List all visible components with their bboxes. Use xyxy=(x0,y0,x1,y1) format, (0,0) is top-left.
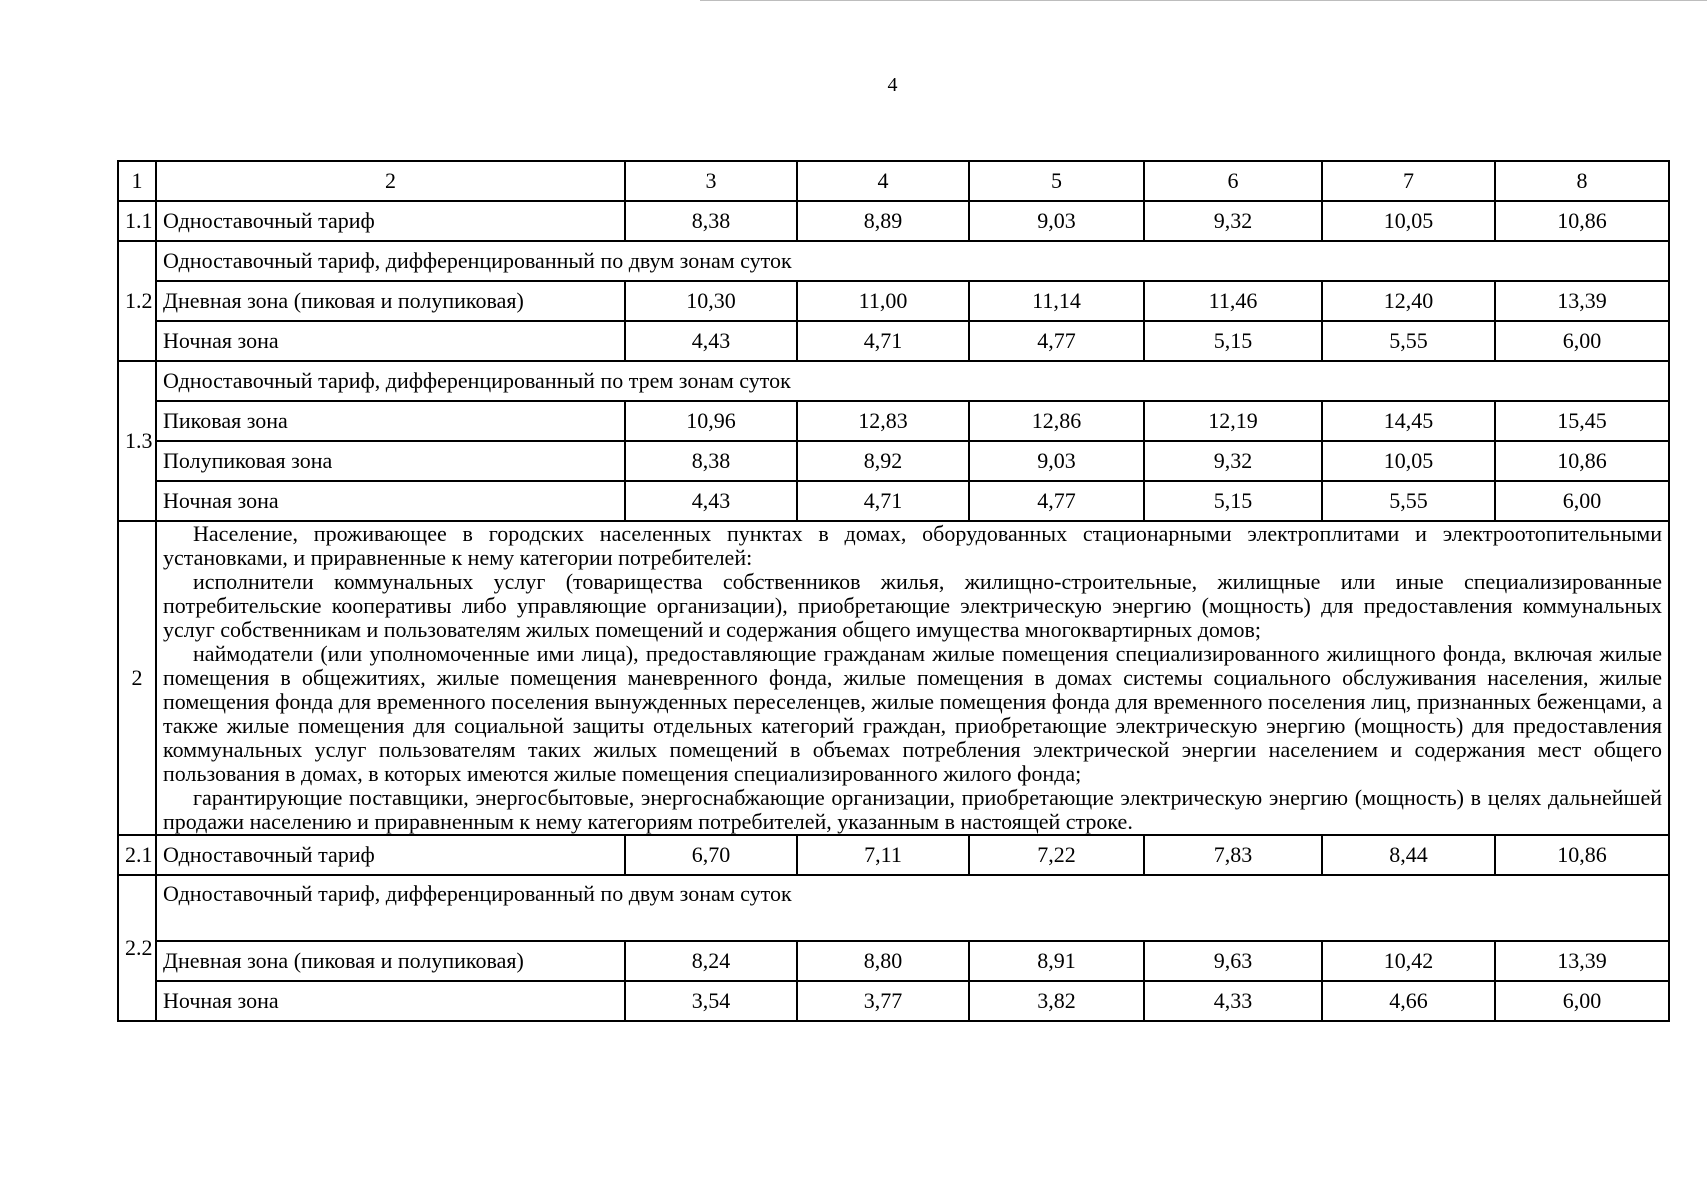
tariff-value: 6,70 xyxy=(625,835,797,875)
tariff-value: 8,38 xyxy=(625,441,797,481)
table-row xyxy=(118,941,1669,981)
tariff-name: Пиковая зона xyxy=(156,401,625,441)
table-row xyxy=(118,521,1669,835)
header-cell: 2 xyxy=(156,161,625,201)
section-title: Одноставочный тариф, дифференцированный по трем зонам суток xyxy=(156,361,1669,401)
section-title: Одноставочный тариф, дифференцированный по двум зонам суток xyxy=(156,875,1669,941)
table-row xyxy=(118,875,1669,941)
tariff-value: 10,86 xyxy=(1495,835,1669,875)
table-row xyxy=(118,281,1669,321)
tariff-value: 10,86 xyxy=(1495,201,1669,241)
tariff-value: 4,71 xyxy=(797,481,969,521)
row-number: 2.1 xyxy=(118,835,156,875)
tariff-value: 15,45 xyxy=(1495,401,1669,441)
tariff-value: 12,19 xyxy=(1144,401,1322,441)
tariff-table xyxy=(117,160,1670,1022)
tariff-value: 8,44 xyxy=(1322,835,1495,875)
header-row xyxy=(118,161,1669,201)
table-row xyxy=(118,835,1669,875)
tariff-name: Одноставочный тариф xyxy=(156,201,625,241)
tariff-value: 13,39 xyxy=(1495,941,1669,981)
category-description xyxy=(156,521,1669,835)
tariff-name: Ночная зона xyxy=(156,321,625,361)
tariff-value: 10,05 xyxy=(1322,441,1495,481)
tariff-value: 8,80 xyxy=(797,941,969,981)
description-paragraph: наймодатели (или уполномоченные ими лица), предоставляющие гражданам жилые помещения специализированного жилищного фонда, включая жилые помещения в общежитиях, жилые помещения маневренного фонда, жилые помещения в домах системы социального обслуживания населения, жилые помещения фонда для временного поселения вынужденных переселенцев, жилые помещения фонда для временного поселения лиц, признанных беженцами, а также жилые помещения для социальной защиты отдельных категорий граждан, приобретающие электрическую энергию (мощность) для предоставления коммунальных услуг пользователям таких жилых помещений в объемах потребления электрической энергии населением и содержания мест общего пользования в домах, в которых имеются жилые помещения специализированного жилого фонда; xyxy=(163,641,1662,786)
row-number: 2.2 xyxy=(118,875,156,1021)
table-row xyxy=(118,981,1669,1021)
tariff-name: Ночная зона xyxy=(156,481,625,521)
header-cell: 8 xyxy=(1495,161,1669,201)
tariff-value: 12,83 xyxy=(797,401,969,441)
header-cell: 4 xyxy=(797,161,969,201)
description-paragraph: Население, проживающее в городских населенных пунктах в домах, оборудованных стационарными электроплитами и электроотопительными установками, и приравненные к нему категории потребителей: xyxy=(163,521,1662,570)
header-cell: 6 xyxy=(1144,161,1322,201)
tariff-value: 10,96 xyxy=(625,401,797,441)
tariff-value: 8,24 xyxy=(625,941,797,981)
tariff-value: 8,38 xyxy=(625,201,797,241)
header-cell: 5 xyxy=(969,161,1144,201)
table-row xyxy=(118,241,1669,281)
tariff-value: 12,86 xyxy=(969,401,1144,441)
tariff-value: 11,00 xyxy=(797,281,969,321)
tariff-value: 14,45 xyxy=(1322,401,1495,441)
tariff-value: 4,43 xyxy=(625,321,797,361)
header-cell: 1 xyxy=(118,161,156,201)
tariff-name: Одноставочный тариф xyxy=(156,835,625,875)
tariff-value: 4,77 xyxy=(969,481,1144,521)
tariff-value: 5,15 xyxy=(1144,481,1322,521)
tariff-value: 8,89 xyxy=(797,201,969,241)
tariff-name: Дневная зона (пиковая и полупиковая) xyxy=(156,281,625,321)
tariff-value: 4,71 xyxy=(797,321,969,361)
header-cell: 7 xyxy=(1322,161,1495,201)
table-row xyxy=(118,481,1669,521)
table-row xyxy=(118,321,1669,361)
tariff-value: 4,77 xyxy=(969,321,1144,361)
tariff-value: 11,14 xyxy=(969,281,1144,321)
tariff-value: 7,11 xyxy=(797,835,969,875)
tariff-value: 11,46 xyxy=(1144,281,1322,321)
tariff-value: 5,15 xyxy=(1144,321,1322,361)
description-paragraph: гарантирующие поставщики, энергосбытовые, энергоснабжающие организации, приобретающие электрическую энергию (мощность) в целях дальнейшей продажи населению и приравненным к нему категориям потребителей, указанным в настоящей строке. xyxy=(163,785,1662,834)
tariff-value: 9,32 xyxy=(1144,201,1322,241)
tariff-value: 6,00 xyxy=(1495,981,1669,1021)
tariff-name: Полупиковая зона xyxy=(156,441,625,481)
tariff-value: 12,40 xyxy=(1322,281,1495,321)
tariff-value: 3,54 xyxy=(625,981,797,1021)
tariff-value: 6,00 xyxy=(1495,481,1669,521)
tariff-name: Дневная зона (пиковая и полупиковая) xyxy=(156,941,625,981)
tariff-value: 9,03 xyxy=(969,441,1144,481)
tariff-value: 8,91 xyxy=(969,941,1144,981)
tariff-value: 3,82 xyxy=(969,981,1144,1021)
tariff-value: 4,66 xyxy=(1322,981,1495,1021)
tariff-value: 5,55 xyxy=(1322,481,1495,521)
tariff-value: 10,30 xyxy=(625,281,797,321)
row-number: 1.2 xyxy=(118,241,156,361)
tariff-value: 7,83 xyxy=(1144,835,1322,875)
tariff-value: 13,39 xyxy=(1495,281,1669,321)
tariff-name: Ночная зона xyxy=(156,981,625,1021)
tariff-value: 4,33 xyxy=(1144,981,1322,1021)
tariff-value: 3,77 xyxy=(797,981,969,1021)
page-number: 4 xyxy=(887,74,898,96)
row-number: 1.3 xyxy=(118,361,156,521)
tariff-value: 10,05 xyxy=(1322,201,1495,241)
table-row xyxy=(118,201,1669,241)
tariff-value: 4,43 xyxy=(625,481,797,521)
tariff-value: 10,42 xyxy=(1322,941,1495,981)
table-row xyxy=(118,401,1669,441)
tariff-value: 10,86 xyxy=(1495,441,1669,481)
table-row xyxy=(118,441,1669,481)
tariff-value: 5,55 xyxy=(1322,321,1495,361)
description-paragraph: исполнители коммунальных услуг (товарищества собственников жилья, жилищно-строительные, жилищные или иные специализированные потребительские кооперативы либо управляющие организации), приобретающие электрическую энергию (мощность) для предоставления коммунальных услуг собственникам и пользователям жилых помещений и содержания общего имущества многоквартирных домов; xyxy=(163,569,1662,642)
tariff-value: 8,92 xyxy=(797,441,969,481)
tariff-value: 6,00 xyxy=(1495,321,1669,361)
row-number: 1.1 xyxy=(118,201,156,241)
tariff-value: 9,03 xyxy=(969,201,1144,241)
section-title: Одноставочный тариф, дифференцированный по двум зонам суток xyxy=(156,241,1669,281)
tariff-value: 9,32 xyxy=(1144,441,1322,481)
table-row xyxy=(118,361,1669,401)
tariff-value: 7,22 xyxy=(969,835,1144,875)
tariff-value: 9,63 xyxy=(1144,941,1322,981)
header-cell: 3 xyxy=(625,161,797,201)
row-number: 2 xyxy=(118,521,156,835)
scan-edge-line xyxy=(700,0,1707,1)
